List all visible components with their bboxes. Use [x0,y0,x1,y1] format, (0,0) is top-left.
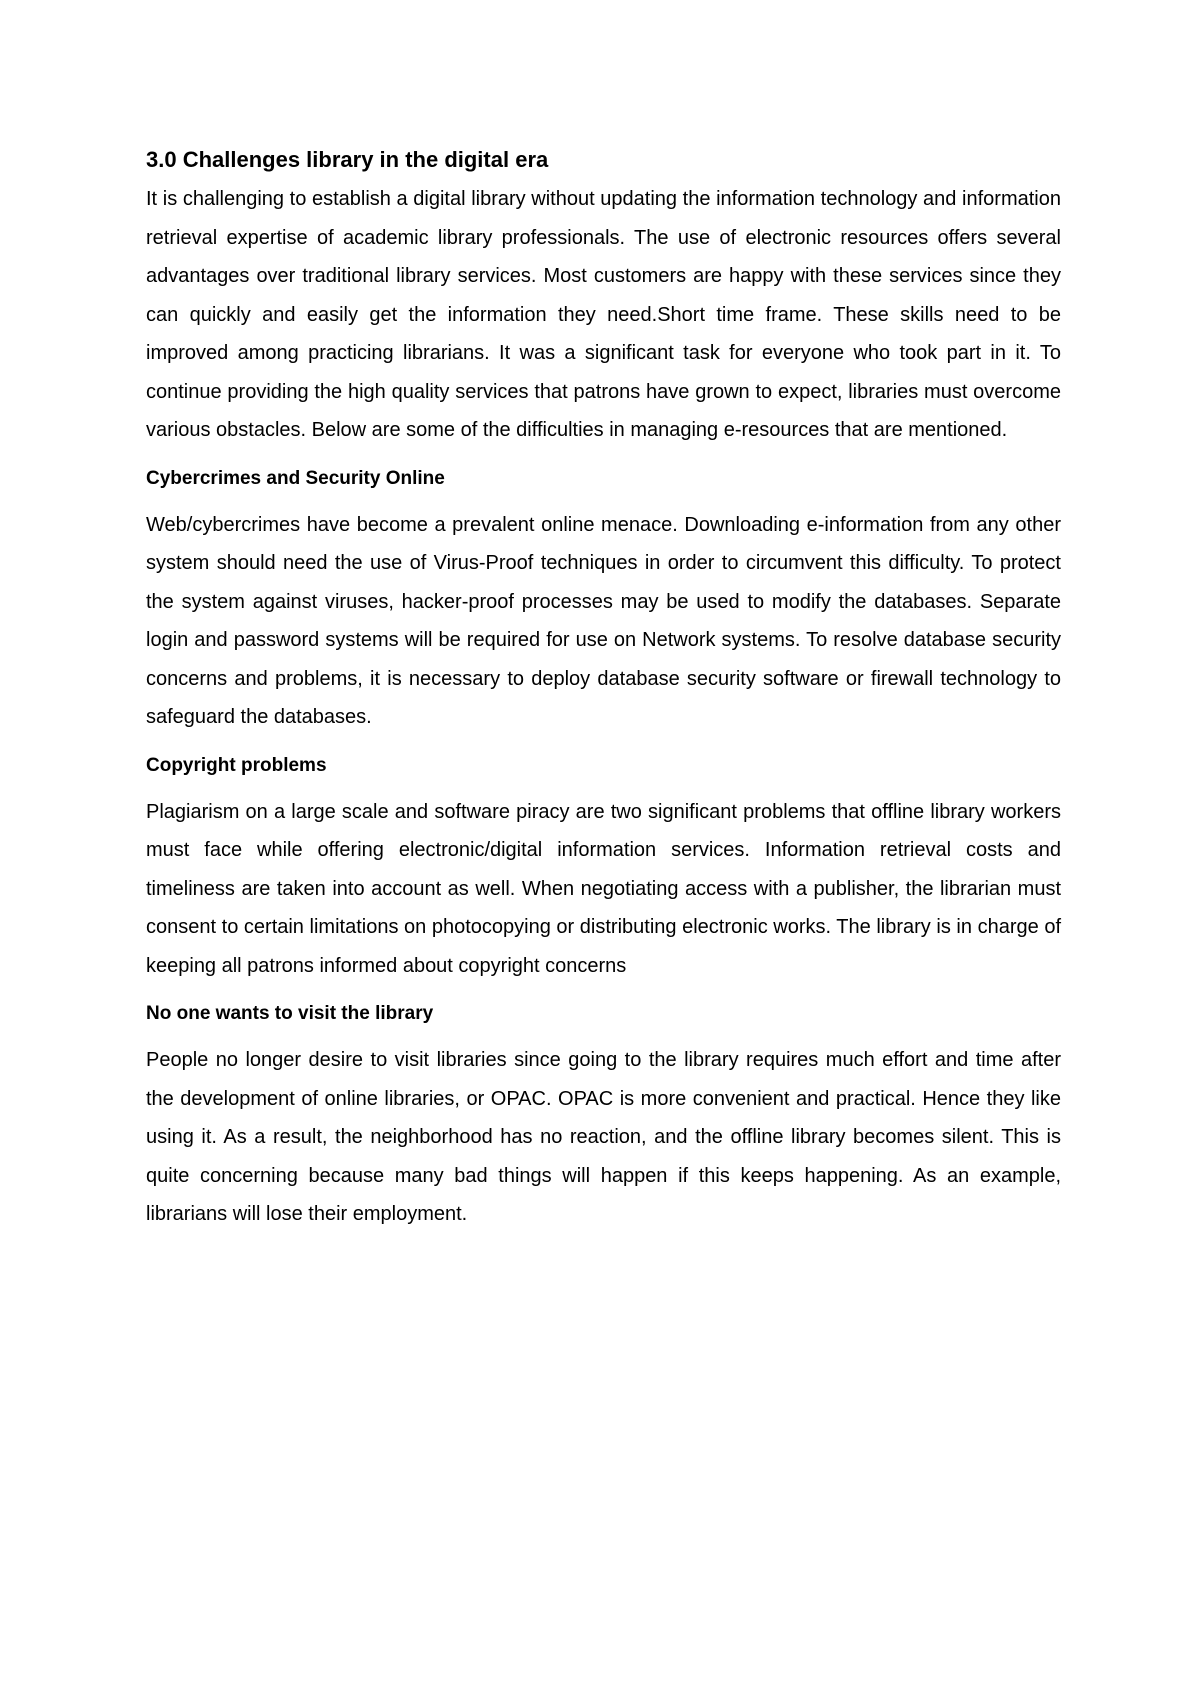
section-paragraph-copyright: Plagiarism on a large scale and software piracy are two significant problems that offline library workers must face while offering electronic/digital information services. Information retrieval costs and timeliness are taken into account as well. When negotiating access with a publisher, the librarian must consent to certain limitations on photocopying or distributing electronic works. The library is in charge of keeping all patrons informed about copyright concerns [146,800,1061,977]
intro-paragraph: It is challenging to establish a digital library without updating the information technology and information retrieval expertise of academic library professionals. The use of electronic resources offers several advantages over traditional library services. Most customers are happy with these services since they can quickly and easily get the information they need.Short time frame. These skills need to be improved among practicing librarians. It was a significant task for everyone who took part in it. To continue providing the high quality services that patrons have grown to expect, libraries must overcome various obstacles. Below are some of the difficulties in managing e-resources that are mentioned. [146,188,1061,441]
section-paragraph-cybercrimes: Web/cybercrimes have become a prevalent online menace. Downloading e-information from any other system should need the use of Virus-Proof techniques in order to circumvent this difficulty. To protect the system against viruses, hacker-proof processes may be used to modify the databases. Separate login and password systems will be required for use on Network systems. To resolve database security concerns and problems, it is necessary to deploy database security software or firewall technology to safeguard the databases. [146,513,1061,728]
section-cybercrimes [146,464,1061,737]
document-title: 3.0 Challenges library in the digital era [146,147,549,172]
section-heading-copyright: Copyright problems [146,754,327,776]
document-body [146,140,1061,1234]
section-no-visits [146,999,1061,1234]
section-paragraph-no-visits: People no longer desire to visit libraries since going to the library requires much effort and time after the development of online libraries, or OPAC. OPAC is more convenient and practical. Hence they like using it. As a result, the neighborhood has no reaction, and the offline library becomes silent. This is quite concerning because many bad things will happen if this keeps happening. As an example, librarians will lose their employment. [146,1049,1061,1225]
section-heading-no-visits: No one wants to visit the library [146,1003,434,1024]
section-heading-cybercrimes: Cybercrimes and Security Online [146,467,445,489]
section-copyright [146,751,1061,986]
